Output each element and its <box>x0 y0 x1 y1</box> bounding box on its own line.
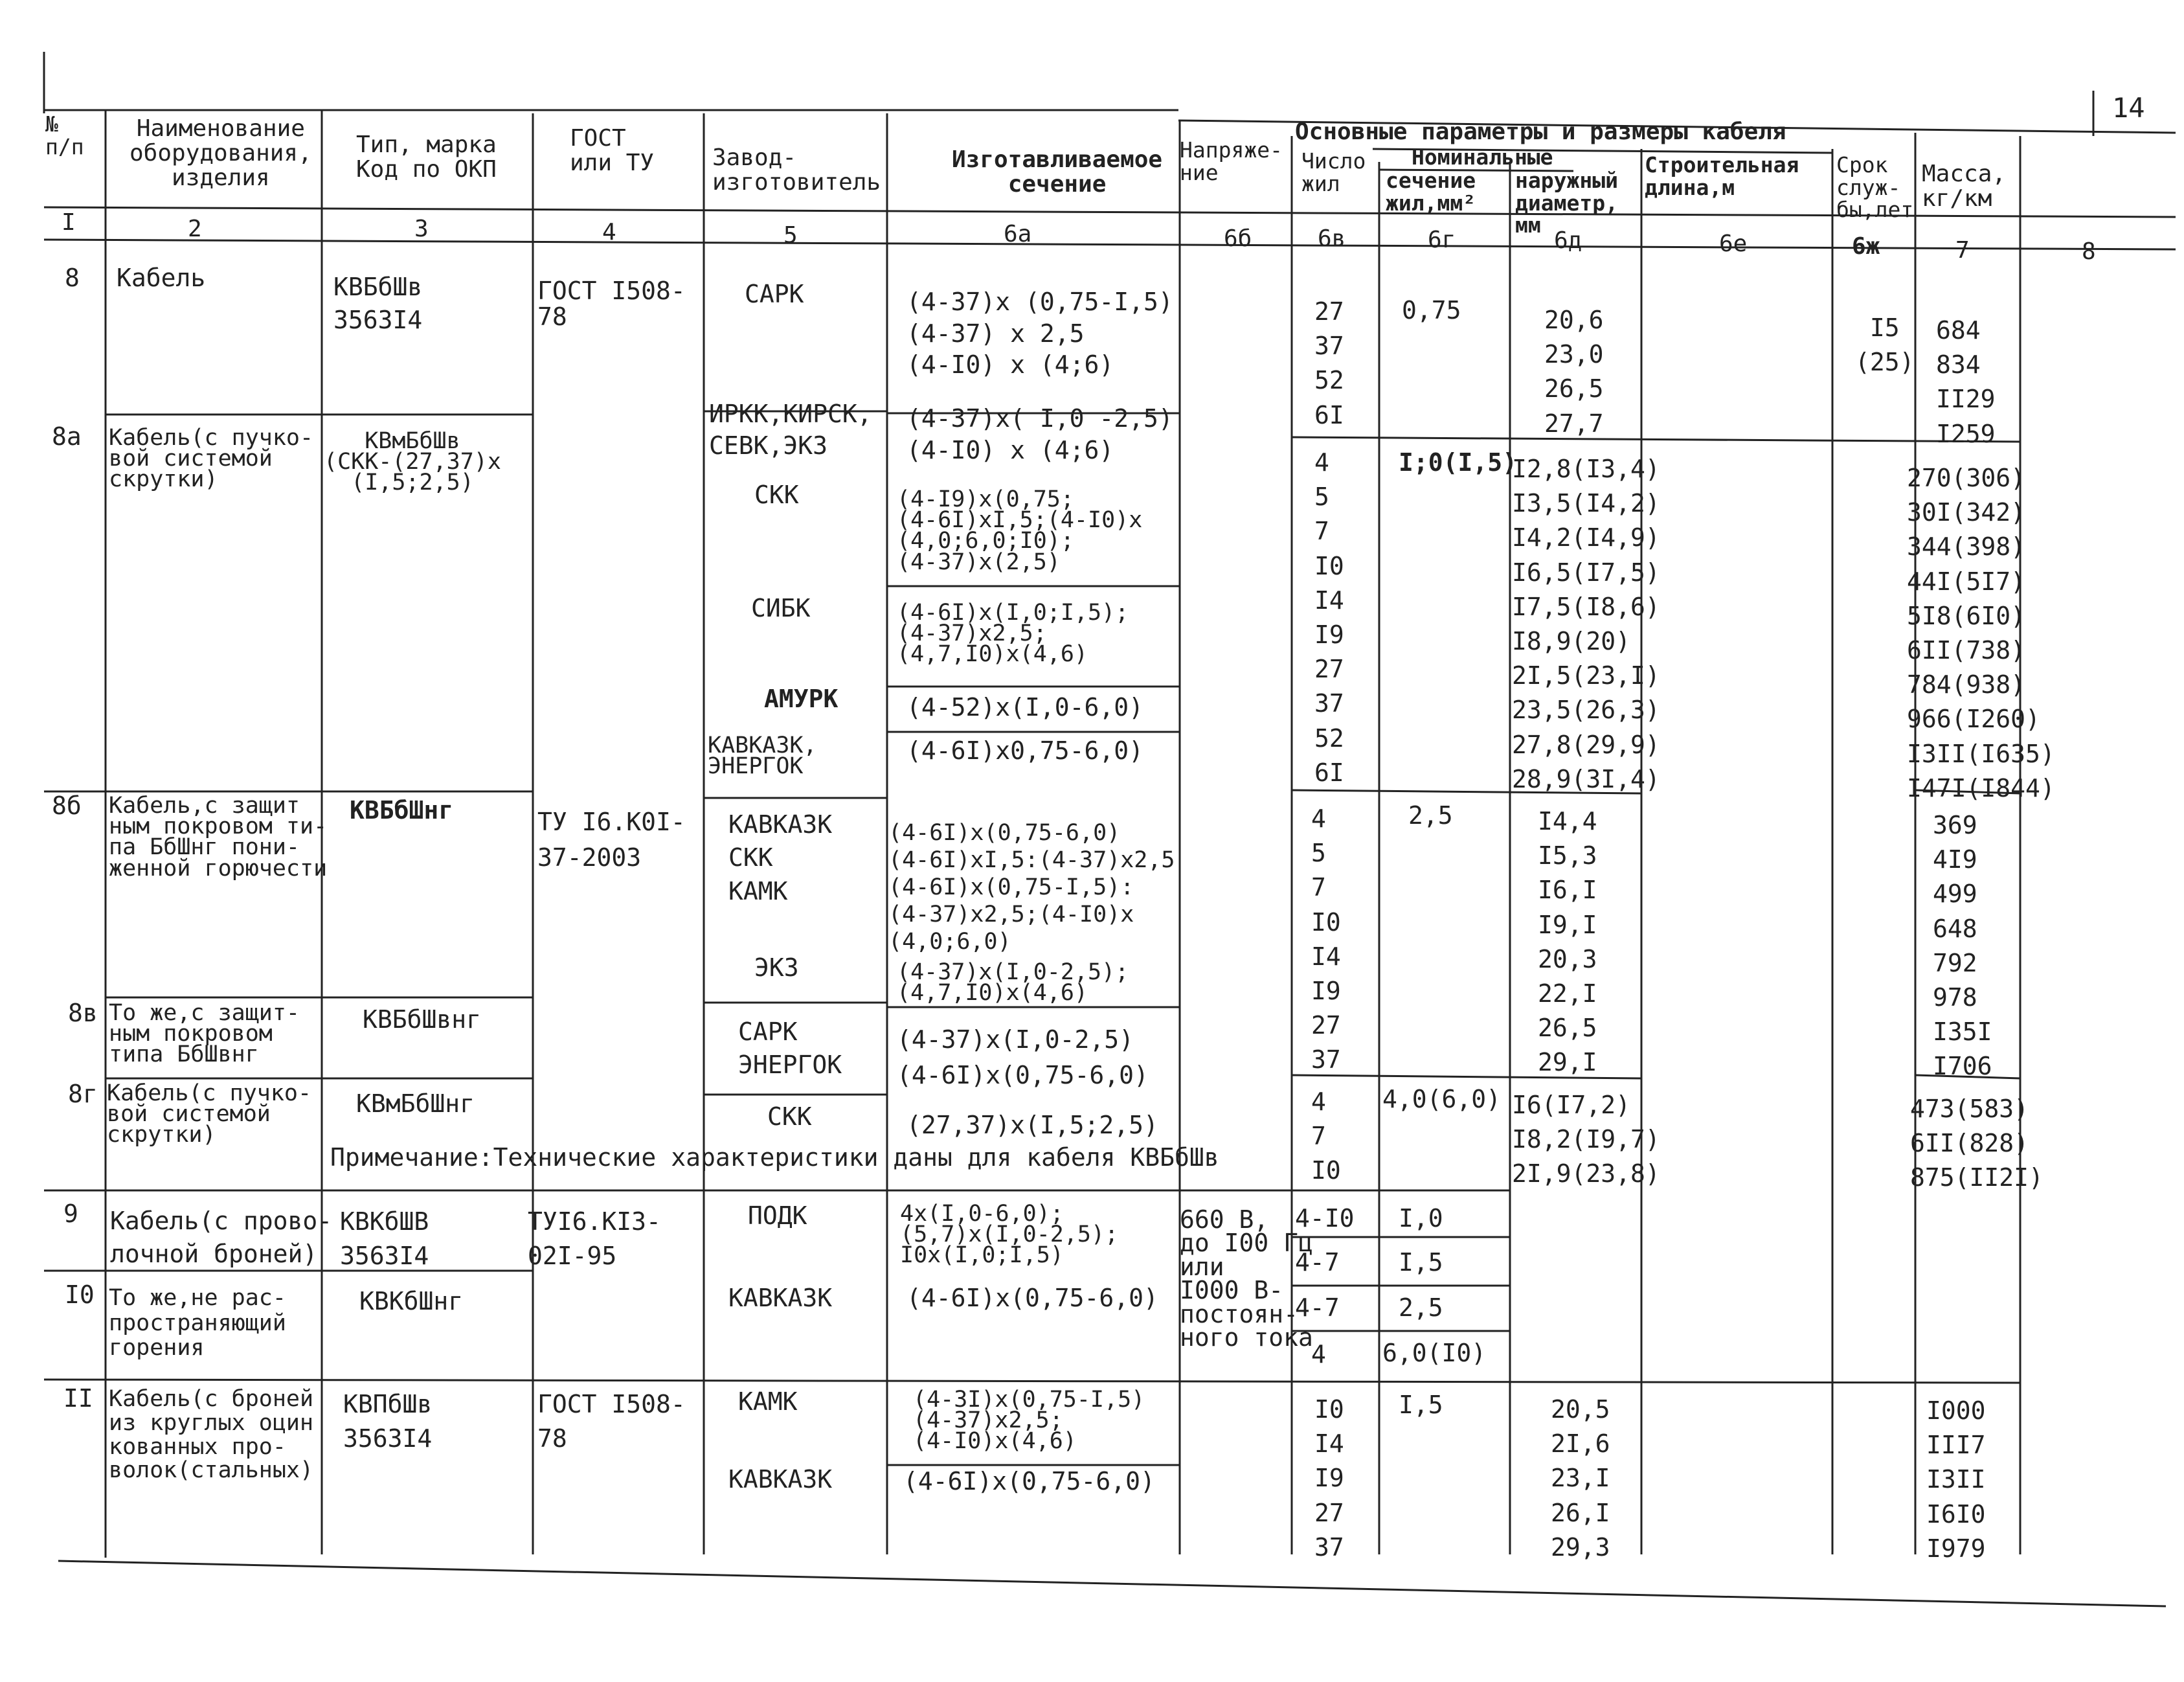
row-no: 8г <box>68 1080 98 1108</box>
header-cores: Число жил <box>1301 148 1366 196</box>
col-num: 6в <box>1318 225 1346 252</box>
row-sections-2: (4-37)х( I,0 -2,5) (4-I0) х (4;6) <box>906 404 1173 465</box>
row-sections: (4-52)х(I,0-6,0) <box>906 693 1144 722</box>
row-cores: 4-I0 <box>1295 1204 1355 1233</box>
row-no: 8а <box>52 422 82 451</box>
header-nominal-group: Номинальные <box>1412 144 1553 170</box>
row-diameter: I2,8(I3,4) I3,5(I4,2) I4,2(I4,9) I6,5(I7,5) I7,5(I8,6) I8,9(20) 2I,5(23,I) 23,5(26,3) 27,8(29,9) 28,9(3I,4) <box>1512 455 1660 793</box>
row-type: КВКбШнг <box>359 1287 464 1315</box>
row-name: То же,с защит- ным покровом типа БбШвнг <box>109 1000 300 1068</box>
col-num: 6е <box>1719 231 1748 257</box>
row-mass: 369 4I9 499 648 792 978 I35I I706 <box>1933 811 1992 1081</box>
row-cores: 4 5 7 I0 I4 I9 27 37 52 6I <box>1314 448 1344 787</box>
col-num: 7 <box>1955 237 1970 264</box>
row-maker: ЭКЗ <box>754 953 799 982</box>
row-no: 8б <box>52 791 82 820</box>
header-build-length: Строительная длина,м <box>1645 152 1799 200</box>
col-num: 6а <box>1004 221 1032 247</box>
row-maker: СКК <box>754 481 799 509</box>
row-gost: ТУI6.КI3- 02I-95 <box>528 1207 661 1271</box>
row-no: 8в <box>68 999 98 1027</box>
header-gost: ГОСТ или ТУ <box>570 125 655 176</box>
row-sections: (4-6I)х(0,75-6,0) <box>903 1467 1155 1495</box>
col-num: 3 <box>414 216 429 242</box>
row-cores: 4 <box>1311 1340 1326 1369</box>
header-section-made: Изготавливаемое сечение <box>952 146 1163 198</box>
header-voltage: Напряже- ние <box>1180 137 1283 185</box>
row-maker: КАВКАЗК <box>728 1465 833 1494</box>
row-name: То же,не рас- пространяющий горения <box>109 1285 286 1361</box>
row-type: КВБбШв 3563I4 <box>333 273 423 335</box>
row-diameter: I6(I7,2) I8,2(I9,7) 2I,9(23,8) <box>1512 1091 1660 1188</box>
row-cores: 4-7 <box>1295 1248 1340 1277</box>
row-core-section: 2,5 <box>1408 801 1453 830</box>
header-outer-diameter: наружный диаметр, мм <box>1515 168 1618 238</box>
row-type: КВБбШвнг <box>363 1005 482 1034</box>
row-name: Кабель(с прово- лочной броней) <box>110 1207 333 1269</box>
row-no: 8 <box>65 264 80 292</box>
row-no: II <box>63 1384 93 1413</box>
header-name: Наименование оборудования, изделия <box>129 115 312 191</box>
row-core-section: 6,0(I0) <box>1382 1339 1487 1367</box>
row-maker: КАВКАЗК, ЭНЕРГОК <box>708 733 817 780</box>
row-core-section: 0,75 <box>1402 296 1461 324</box>
row-sections: (4-37)х(I,0-2,5); (4,7,I0)х(4,6) <box>897 959 1129 1006</box>
row-type: КВмБбШв (СКК-(27,37)х (I,5;2,5) <box>324 428 501 496</box>
row-core-section: 2,5 <box>1399 1293 1443 1322</box>
row-core-section: I,5 <box>1399 1391 1443 1419</box>
page-number: 14 <box>2112 92 2145 124</box>
table-note: Примечание:Технические характеристики даны для кабеля КВБбШв <box>330 1143 1219 1172</box>
row-maker: КАВКАЗК СКК КАМК <box>728 810 833 905</box>
row-sections: (4-37)х(I,0-2,5) (4-6I)х(0,75-6,0) <box>897 1025 1149 1090</box>
row-no: I0 <box>65 1280 95 1309</box>
row-sections: (4-37)х (0,75-I,5) (4-37) х 2,5 (4-I0) х (4;6) <box>906 288 1173 380</box>
row-sections: (4-I9)х(0,75; (4-6I)хI,5;(4-I0)х (4,0;6,0;I0); (4-37)х(2,5) <box>897 486 1143 575</box>
row-maker: САРК ЭНЕРГОК <box>738 1017 842 1080</box>
row-sections: (4-6I)х0,75-6,0) <box>906 736 1144 765</box>
col-num: 8 <box>2082 238 2096 265</box>
row-maker: КАВКАЗК <box>728 1284 833 1312</box>
row-cores: 4 5 7 I0 I4 I9 27 37 <box>1311 804 1341 1074</box>
row-diameter: I4,4 I5,3 I6,I I9,I 20,3 22,I 26,5 29,I <box>1538 807 1597 1077</box>
row-cores: 4-7 <box>1295 1293 1340 1322</box>
row-name: Кабель(с броней из круглых оцин кованных про- волок(стальных) <box>109 1386 314 1484</box>
row-maker: САРК <box>745 280 804 308</box>
row-cores: 27 37 52 6I <box>1314 297 1344 429</box>
col-num: 4 <box>602 219 616 245</box>
header-mass: Масса, кг/км <box>1922 161 2007 212</box>
row-life: I5 (25) <box>1855 313 1915 377</box>
row-name: Кабель <box>117 264 206 292</box>
row-sections: (4-6I)х(0,75-6,0) <box>906 1284 1158 1312</box>
row-gost: ТУ I6.К0I- 37-2003 <box>537 808 686 872</box>
header-core-section: сечение жил,мм² <box>1386 168 1476 216</box>
row-sections: (4-6I)х(0,75-6,0) (4-6I)хI,5:(4-37)х2,5 (4-6I)х(0,75-I,5): (4-37)х2,5;(4-I0)х (4,0;6,0) <box>888 820 1175 955</box>
row-mass: I000 III7 I3II I6I0 I979 <box>1926 1396 1986 1563</box>
row-sections: (4-3I)х(0,75-I,5) (4-37)х2,5; (4-I0)х(4,6) <box>913 1387 1145 1455</box>
col-num: 6г <box>1428 227 1456 253</box>
row-type: КВКбШВ 3563I4 <box>340 1207 429 1271</box>
row-core-section: I,5 <box>1399 1248 1443 1277</box>
row-voltage: 660 В, до I00 Гц или I000 В- постоян- ного тока <box>1180 1205 1313 1352</box>
row-cores: I0 I4 I9 27 37 <box>1314 1395 1344 1562</box>
row-diameter: 20,6 23,0 26,5 27,7 <box>1544 306 1604 438</box>
row-maker: КАМК <box>738 1387 798 1416</box>
header-params-group: Основные параметры и размеры кабеля <box>1295 119 1786 145</box>
row-mass: 473(583) 6II(828) 875(II2I) <box>1910 1095 2043 1192</box>
header-maker: Завод- изготовитель <box>712 144 881 196</box>
row-sections: (4-6I)х(I,0;I,5); (4-37)х2,5; (4,7,I0)х(4,6) <box>897 600 1129 668</box>
row-diameter: 20,5 2I,6 23,I 26,I 29,3 <box>1551 1395 1610 1562</box>
row-type: КВмБбШнг <box>356 1089 475 1118</box>
row-no: 9 <box>63 1199 78 1228</box>
col-num: 6ж <box>1852 233 1880 260</box>
row-maker: СИБК <box>751 594 811 622</box>
col-num: 2 <box>188 216 202 242</box>
row-core-section: I;0(I,5) <box>1399 448 1518 477</box>
row-core-section: I,0 <box>1399 1204 1443 1233</box>
col-num: 6б <box>1224 225 1252 252</box>
header-service-life: Срок служ- бы,лет <box>1836 152 1914 223</box>
header-no: № п/п <box>45 111 84 159</box>
row-core-section: 4,0(6,0) <box>1382 1085 1502 1113</box>
row-maker: СКК <box>767 1102 812 1131</box>
row-type: КВБбШнг <box>350 796 454 824</box>
row-sections: 4х(I,0-6,0); (5,7)х(I,0-2,5); I0х(I,0;I,5) <box>900 1201 1119 1269</box>
row-gost: ГОСТ I508- 78 <box>537 1390 686 1453</box>
row-name: Кабель,с защит ным покровом ти- па БбШнг пони- женной горючести <box>109 793 328 881</box>
col-num: 5 <box>783 222 798 249</box>
row-cores: 4 7 I0 <box>1311 1087 1341 1185</box>
row-mass: 684 834 II29 I259 <box>1936 316 1996 448</box>
row-mass: 270(306) 30I(342) 344(398) 44I(5I7) 5I8(6I0) 6II(738) 784(938) 966(I260) I3II(I635) I47I(I844) <box>1907 464 2055 802</box>
row-sections: (27,37)х(I,5;2,5) <box>906 1111 1158 1139</box>
col-num: I <box>62 209 76 236</box>
row-name: Кабель(с пучко- вой системой скрутки) <box>109 425 314 493</box>
col-num: 6д <box>1554 227 1582 254</box>
row-maker: ПОДК <box>748 1201 807 1230</box>
row-makers-2: ИРКК,КИРСК, СЕВК,ЭКЗ <box>709 400 872 460</box>
row-type: КВПбШв 3563I4 <box>343 1390 433 1453</box>
row-gost: ГОСТ I508- 78 <box>537 277 686 331</box>
header-type: Тип, марка Код по ОКП <box>356 131 497 183</box>
row-maker: АМУРК <box>764 685 839 713</box>
row-name: Кабель(с пучко- вой системой скрутки) <box>107 1080 312 1148</box>
